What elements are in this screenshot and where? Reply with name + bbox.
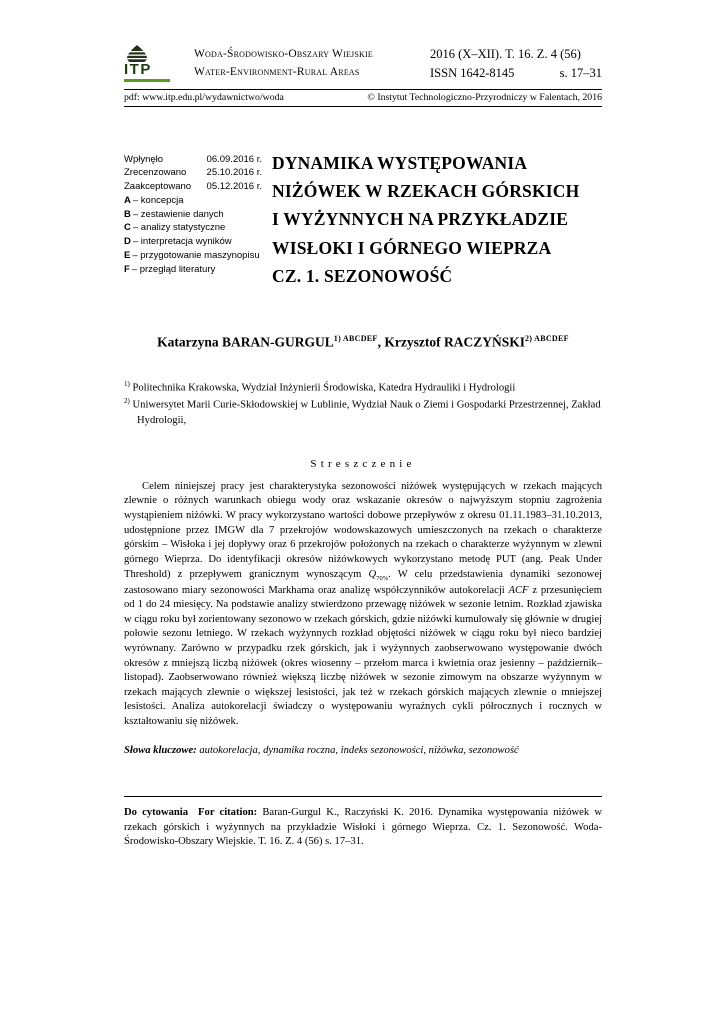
abstract-paragraph <box>124 480 602 730</box>
itp-logo <box>124 45 188 82</box>
itp-logo-text: ITP <box>124 61 152 79</box>
abstract-text-1: Celem niniejszej pracy jest charakterystyka sezonowości niżówek występujących w rzekach mających zlewnie o różnych warunkach obiegu wody oraz wskazanie okresów o najwyższym stopniu zagrożenia wystąpieniem niżówki. W pracy wykorzystano wartości dobowe przepływów z okresu 01.11.1983–31.10.2013, udostępnione przez IMGW dla 7 przekrojów wodowskazowych umieszczonych na rzekach o charakterze górskim – Wisłoka i jej dopływy oraz 6 przekrojów położonych na rzekach o charakterze wyżynnym w zlewni górnego Wieprza. Do identyfikacji okresów niżówkowych wykorzystano metodę PUT (ang. Peak Under Threshold) z przepływem granicznym wynoszącym <box>124 480 602 580</box>
received-row <box>124 153 272 167</box>
contribution-text: – przegląd literatury <box>131 263 216 275</box>
author-2-name: Krzysztof RACZYŃSKI <box>384 334 525 350</box>
contribution-text: – zestawienie danych <box>132 208 224 220</box>
contribution-item <box>124 235 272 249</box>
abstract-text-2: . W celu przedstawienia dynamiki sezonowej zastosowano miary sezonowości Markhama oraz analizę współczynników autokorelacji <box>124 568 602 596</box>
title-line: I WYŻYNNYCH NA PRZYKŁADZIE <box>272 209 569 230</box>
itp-logo-icon <box>124 45 150 62</box>
received-date: 06.09.2016 r. <box>206 153 262 165</box>
received-label: Wpłynęło <box>124 153 164 165</box>
citation-label-pl: Do cytowania <box>124 806 189 818</box>
article-meta <box>124 149 272 291</box>
affiliation-1-text: Politechnika Krakowska, Wydział Inżynierii Środowiska, Katedra Hydrauliki i Hydrologii <box>129 382 516 394</box>
journal-names <box>188 46 430 82</box>
title-line: WISŁOKI I GÓRNEGO WIEPRZA <box>272 237 552 258</box>
contribution-text: – analizy statystyczne <box>132 222 226 234</box>
contribution-item <box>124 208 272 222</box>
pdf-copyright-line <box>124 90 602 106</box>
accepted-date: 05.12.2016 r. <box>206 181 262 193</box>
issn: ISSN 1642-8145 <box>430 65 515 80</box>
reviewed-date: 25.10.2016 r. <box>206 167 262 179</box>
contribution-letter: A <box>124 194 131 206</box>
keywords-text: autokorelacja, dynamika roczna, indeks sezonowości, niżówka, sezonowość <box>196 744 519 756</box>
affiliation-1 <box>124 379 602 396</box>
header-rule-bottom <box>124 106 602 107</box>
authors-separator: , <box>377 334 385 350</box>
contribution-item <box>124 194 272 208</box>
keywords-label: Słowa kluczowe: <box>124 744 197 756</box>
author-2-affil-contrib: 2) ABCDEF <box>525 334 569 344</box>
q-symbol: Q <box>368 568 377 580</box>
title-line: CZ. 1. SEZONOWOŚĆ <box>272 265 453 286</box>
article-title <box>272 149 602 291</box>
accepted-row <box>124 180 272 194</box>
reviewed-label: Zrecenzowano <box>124 167 187 179</box>
contribution-text: – przygotowanie maszynopisu <box>132 249 260 261</box>
citation-block <box>124 806 602 850</box>
affiliation-1-marker: 1) <box>124 379 130 388</box>
issn-row <box>430 64 602 83</box>
title-line: DYNAMIKA WYSTĘPOWANIA <box>272 152 528 173</box>
itp-logo-underline <box>124 79 170 82</box>
affiliation-2 <box>124 396 602 428</box>
contribution-item <box>124 263 272 277</box>
contribution-letter: F <box>124 263 130 275</box>
authors-line <box>124 334 602 351</box>
reviewed-row <box>124 166 272 180</box>
abstract-heading: Streszczenie <box>310 457 416 470</box>
affiliations <box>124 379 602 428</box>
title-line: NIŻÓWEK W RZEKACH GÓRSKICH <box>272 180 580 201</box>
contribution-letter: C <box>124 222 131 234</box>
journal-name-en: Water-Environment-Rural Areas <box>194 65 360 78</box>
accepted-label: Zaakceptowano <box>124 181 192 193</box>
meta-title-row <box>124 149 602 291</box>
abstract-text-3: z przesunięciem od 1 do 24 miesięcy. Na podstawie analizy stwierdzono przewagę niżówek w sezonie letnim. Rozkład zjawiska w ciągu roku był zorientowany sezonowo w rzekach górskich, gdzie niżówki kumulowały się głównie w drugiej połowie sezonu letniego. W rzekach wyżynnych rozkład objętości niżówek w ciągu roku był nieco bardziej wyrównany. Zarówno w przypadku rzek górskich, jak i wyżynnych zaobserwowano występowanie dwóch okresów z mniejszą liczbą niżówek (okres wiosenny – przełom marca i kwietnia oraz jesienny – październik–listopad). Zaobserwowano również większą liczbę niżówek w sezonie zimowym na obszarze wyżynnym w rzekach mających zlewnie o większej lesistości, jak też w rzekach górskich mających zlewnie o mniejszej lesistości. Analiza autokorelacji świadczy o występowaniu wyraźnych cykli półrocznych i rocznych w kształtowaniu się niżówek. <box>124 584 602 728</box>
journal-name-pl: Woda-Środowisko-Obszary Wiejskie <box>194 47 373 60</box>
citation-text: Baran-Gurgul K., Raczyński K. 2016. Dynamika występowania niżówek w rzekach górskich i wyżynnych na przykładzie Wisłoki i górnego Wieprza. Cz. 1. Sezonowość. Woda-Środowisko-Obszary Wiejskie. T. 16. Z. 4 (56) s. 17–31. <box>124 806 602 848</box>
contribution-letter: B <box>124 208 131 220</box>
pdf-url: pdf: www.itp.edu.pl/wydawnictwo/woda <box>124 91 284 103</box>
contribution-item <box>124 249 272 263</box>
affiliation-2-text: Uniwersytet Marii Curie-Skłodowskiej w Lublinie, Wydział Nauk o Ziemi i Gospodarki Przestrzennej, Zakład Hydrologii, <box>129 399 601 426</box>
q-subscript: 70% <box>376 574 389 582</box>
affiliation-2-marker: 2) <box>124 396 130 405</box>
contribution-letter: D <box>124 236 131 248</box>
contribution-text: – koncepcja <box>132 194 184 206</box>
author-1-name: Katarzyna BARAN-GURGUL <box>157 334 334 350</box>
copyright-notice: © Instytut Technologiczno-Przyrodniczy w Falentach, 2016 <box>367 91 602 103</box>
issue-info: 2016 (X–XII). T. 16. Z. 4 (56) <box>430 47 581 61</box>
page-range: s. 17–31 <box>559 65 602 80</box>
contribution-letter: E <box>124 249 131 261</box>
keywords-line <box>124 745 602 756</box>
contribution-item <box>124 221 272 235</box>
acf-symbol: ACF <box>508 584 529 596</box>
author-1-affil-contrib: 1) ABCDEF <box>333 334 378 344</box>
contribution-text: – interpretacja wyników <box>132 236 232 248</box>
journal-header <box>124 45 602 83</box>
citation-rule <box>124 796 602 797</box>
citation-label-en: For citation: <box>198 806 258 818</box>
issue-block <box>430 45 602 83</box>
